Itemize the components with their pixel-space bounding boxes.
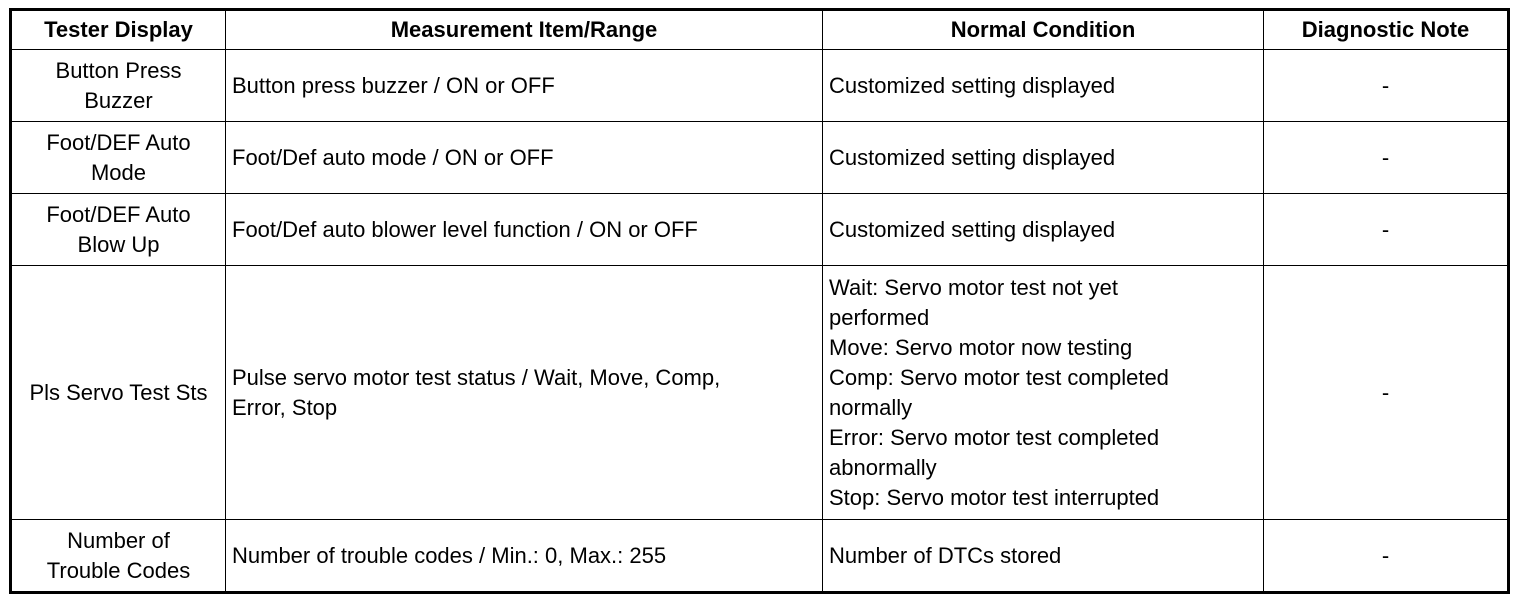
cell-line: abnormally <box>829 454 937 480</box>
diagnostic-table <box>9 8 1510 594</box>
tester-display-cell <box>11 266 226 520</box>
normal-condition-cell <box>823 194 1264 266</box>
cell-line: Button Press <box>55 57 182 83</box>
header-normal-condition: Normal Condition <box>823 10 1264 50</box>
table-row <box>11 194 1509 266</box>
diagnostic-note-cell: - <box>1264 520 1509 593</box>
cell-line: Move: Servo motor now testing <box>829 334 1133 360</box>
cell-line: performed <box>829 304 930 330</box>
cell-line: Wait: Servo motor test not yet <box>829 274 1118 300</box>
cell-line: Stop: Servo motor test interrupted <box>829 484 1160 510</box>
table-row <box>11 266 1509 520</box>
tester-display-cell <box>11 520 226 593</box>
measurement-item-cell <box>226 520 823 593</box>
diagnostic-note-cell: - <box>1264 50 1509 122</box>
cell-line: Pls Servo Test Sts <box>29 379 208 405</box>
cell-line: Pulse servo motor test status / Wait, Move, Comp, <box>232 364 721 390</box>
cell-line: Button press buzzer / ON or OFF <box>232 72 555 98</box>
cell-line: Customized setting displayed <box>829 216 1116 242</box>
cell-line: Trouble Codes <box>46 557 191 583</box>
normal-condition-cell <box>823 122 1264 194</box>
cell-line: Number of trouble codes / Min.: 0, Max.: 255 <box>232 542 667 568</box>
measurement-item-cell <box>226 50 823 122</box>
tester-display-cell <box>11 50 226 122</box>
header-measurement-item: Measurement Item/Range <box>226 10 823 50</box>
cell-line: Error, Stop <box>232 394 338 420</box>
cell-line: Number of <box>67 527 170 553</box>
cell-line: Comp: Servo motor test completed <box>829 364 1169 390</box>
diagnostic-note-cell: - <box>1264 266 1509 520</box>
tester-display-cell <box>11 122 226 194</box>
cell-line: Foot/Def auto blower level function / ON or OFF <box>232 216 698 242</box>
table-row <box>11 122 1509 194</box>
measurement-item-cell <box>226 194 823 266</box>
tester-display-cell <box>11 194 226 266</box>
normal-condition-cell <box>823 520 1264 593</box>
measurement-item-cell <box>226 266 823 520</box>
cell-line: normally <box>829 394 913 420</box>
normal-condition-cell <box>823 266 1264 520</box>
measurement-item-cell <box>226 122 823 194</box>
header-row <box>11 10 1509 50</box>
cell-line: Mode <box>90 159 147 185</box>
cell-line: Error: Servo motor test completed <box>829 424 1160 450</box>
table-row <box>11 50 1509 122</box>
cell-line: Foot/Def auto mode / ON or OFF <box>232 144 554 170</box>
cell-line: Foot/DEF Auto <box>46 129 191 155</box>
header-tester-display: Tester Display <box>11 10 226 50</box>
cell-line: Buzzer <box>84 87 153 113</box>
normal-condition-cell <box>823 50 1264 122</box>
cell-line: Blow Up <box>77 231 160 257</box>
diagnostic-table-container <box>9 8 1507 594</box>
diagnostic-note-cell: - <box>1264 122 1509 194</box>
table-row <box>11 520 1509 593</box>
diagnostic-note-cell: - <box>1264 194 1509 266</box>
cell-line: Number of DTCs stored <box>829 542 1062 568</box>
cell-line: Customized setting displayed <box>829 72 1116 98</box>
cell-line: Foot/DEF Auto <box>46 201 191 227</box>
cell-line: Customized setting displayed <box>829 144 1116 170</box>
header-diagnostic-note: Diagnostic Note <box>1264 10 1509 50</box>
